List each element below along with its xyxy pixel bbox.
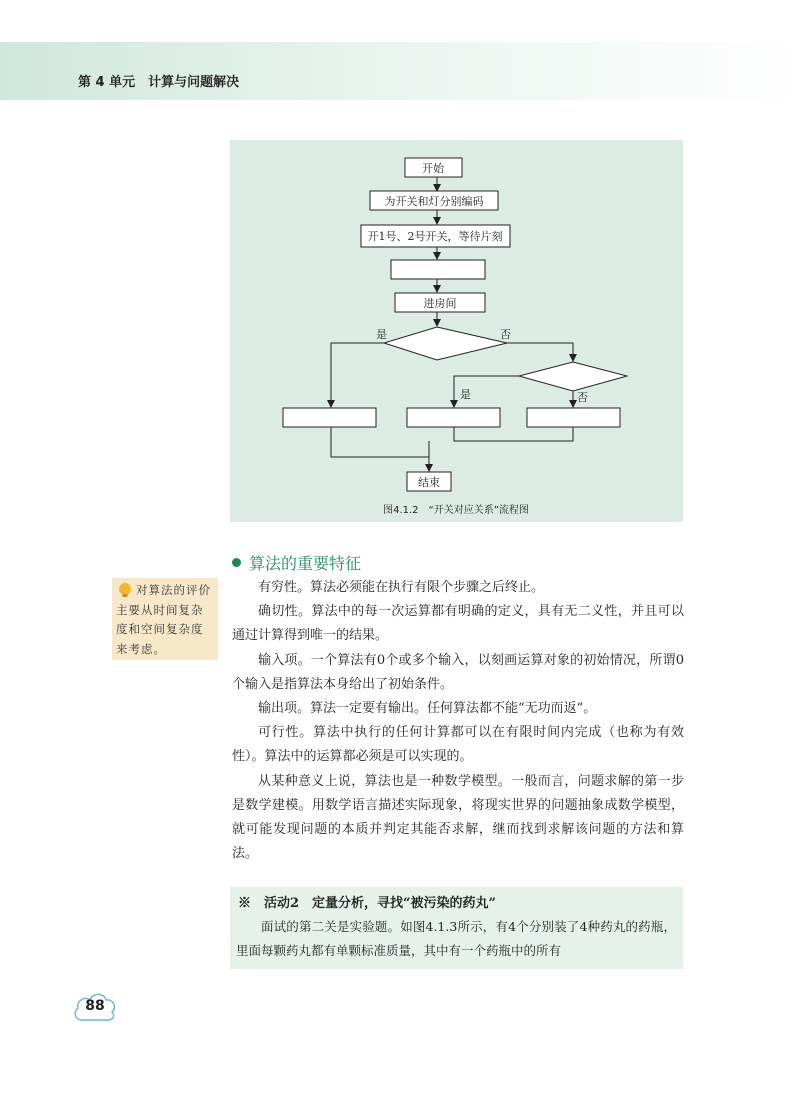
no1-label: 否 xyxy=(500,328,511,341)
sidenote-box xyxy=(112,578,218,660)
flowchart-svg xyxy=(230,140,683,522)
paragraph: 输出项。算法一定要有输出。任何算法都不能“无功而返”。 xyxy=(258,701,597,717)
step2-label: 开1号、2号开关，等待片刻 xyxy=(367,230,503,243)
activity-title: ※ 活动2 定量分析，寻找“被污染的药丸” xyxy=(238,896,497,911)
flowchart-figure xyxy=(230,140,683,522)
activity-body xyxy=(236,915,676,963)
bullet-dot-icon xyxy=(232,558,241,567)
start-label: 开始 xyxy=(422,162,444,175)
section-heading-text: 算法的重要特征 xyxy=(249,554,362,573)
paragraph: 从某种意义上说，算法也是一种数学模型。一般而言，问题求解的第一步是数学建模。用数学语言描述实际现象，将现实世界的问题抽象成数学模型，就可能发现问题的本质并判定其能否求解，继而找到求解该问题的方法和算法。 xyxy=(232,773,684,862)
step1-label: 为开关和灯分别编码 xyxy=(384,195,484,208)
yes1-label: 是 xyxy=(376,328,387,341)
yes2-label: 是 xyxy=(460,388,471,401)
middle-result-node xyxy=(407,408,500,427)
step4-label: 进房间 xyxy=(423,297,457,310)
activity-paragraph: 面试的第二关是实验题。如图4.1.3所示，有4个分别装了4种药丸的药瓶，里面每颗药丸都有单颗标准质量，其中有一个药瓶中的所有 xyxy=(236,919,676,958)
page-number: 88 xyxy=(85,998,105,1014)
paragraph: 确切性。算法中的每一次运算都有明确的定义，具有无二义性，并且可以通过计算得到唯一的结果。 xyxy=(232,604,684,644)
paragraph: 输入项。一个算法有0个或多个输入，以刻画运算对象的初始情况，所谓0个输入是指算法本身给出了初始条件。 xyxy=(232,652,684,692)
figure-caption: 图4.1.2 “开关对应关系”流程图 xyxy=(383,505,529,516)
section-heading xyxy=(232,551,361,574)
sidenote-text: 对算法的评价主要从时间复杂度和空间复杂度来考虑。 xyxy=(116,583,211,656)
lightbulb-icon xyxy=(116,581,134,599)
body-text xyxy=(232,576,684,866)
paragraph: 可行性。算法中执行的任何计算都可以在有限时间内完成（也称为有效性）。算法中的运算都必须是可以实现的。 xyxy=(232,725,684,765)
decision2-node xyxy=(519,362,627,391)
paragraph: 有穷性。算法必须能在执行有限个步骤之后终止。 xyxy=(258,580,545,595)
activity-box xyxy=(230,887,683,969)
right-result-node xyxy=(527,408,620,427)
decision1-node xyxy=(384,327,507,360)
step3-node xyxy=(391,260,485,279)
end-label: 结束 xyxy=(418,476,440,489)
left-result-node xyxy=(283,408,376,427)
unit-title: 第 4 单元 计算与问题解决 xyxy=(78,75,240,90)
no2-label: 否 xyxy=(577,391,588,404)
